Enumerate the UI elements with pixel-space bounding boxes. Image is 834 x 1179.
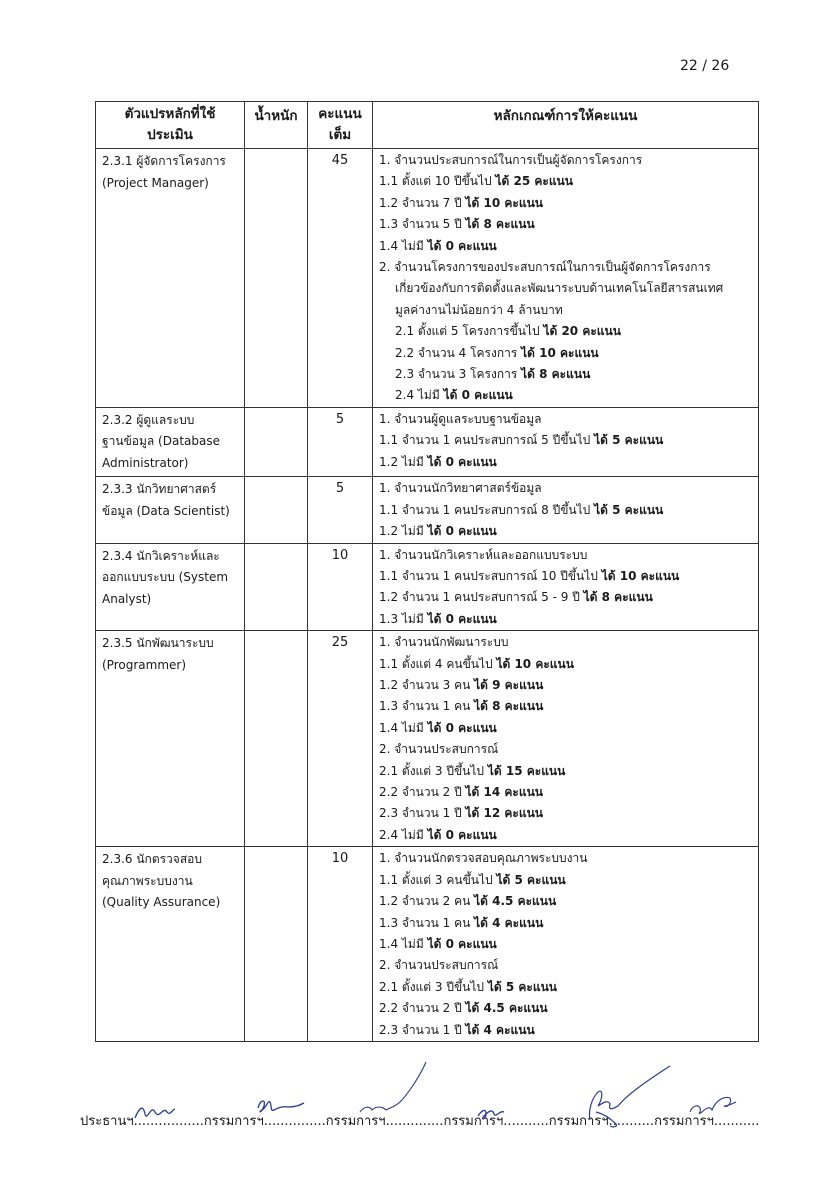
criteria-line (379, 803, 758, 824)
scoring-criteria-table (95, 101, 759, 1042)
weight-cell (245, 149, 308, 408)
criteria-text: 2.1 ตั้งแต่ 3 ปีขึ้นไป (379, 979, 488, 994)
criteria-cell (373, 847, 759, 1042)
criteria-text: 2.1 ตั้งแต่ 5 โครงการขึ้นไป (395, 324, 544, 339)
variable-line: ออกแบบระบบ (System (102, 570, 229, 585)
variable-line: 2.3.2 ผู้ดูแลระบบ (102, 412, 195, 427)
table-row (96, 407, 759, 477)
criteria-text: 1.1 ตั้งแต่ 4 คนขึ้นไป (379, 656, 497, 671)
criteria-line (379, 632, 758, 653)
criteria-line (379, 934, 758, 955)
criteria-text: 1.4 ไม่มี (379, 936, 428, 951)
criteria-line (379, 193, 758, 214)
criteria-text: 2.4 ไม่มี (395, 388, 444, 403)
criteria-line (379, 977, 758, 998)
criteria-text: 1.2 จำนวน 2 คน (379, 894, 475, 909)
variable-line: ฐานข้อมูล (Database (102, 434, 220, 449)
criteria-score: ได้ 5 คะแนน (487, 979, 557, 994)
criteria-text: 1.3 จำนวน 1 คน (379, 699, 475, 714)
criteria-line (379, 654, 758, 675)
criteria-text: 1.2 จำนวน 7 ปี (379, 195, 466, 210)
criteria-line (379, 718, 758, 739)
criteria-score: ได้ 10 คะแนน (496, 656, 574, 671)
variable-line: 2.3.5 นักพัฒนาระบบ (102, 636, 214, 651)
criteria-cell (373, 149, 759, 408)
criteria-score: ได้ 5 คะแนน (594, 502, 664, 517)
variable-line: 2.3.1 ผู้จัดการโครงการ (102, 154, 226, 168)
criteria-score: ได้ 8 คะแนน (521, 367, 591, 382)
criteria-score: ได้ 8 คะแนน (465, 217, 535, 232)
criteria-line (379, 587, 758, 608)
table-header-row (96, 102, 759, 149)
criteria-line (379, 913, 758, 934)
criteria-text: 2.1 ตั้งแต่ 3 ปีขึ้นไป (379, 763, 488, 778)
criteria-line (379, 848, 758, 869)
signature-line: ประธานฯ.................กรรมการฯ...............กรรมการฯ..............กรรมการฯ...........กรรมการฯ...........กรรมการฯ........... (80, 1114, 760, 1129)
criteria-text: 1.2 ไม่มี (379, 454, 428, 469)
criteria-score: ได้ 10 คะแนน (601, 569, 680, 583)
criteria-score: ได้ 0 คะแนน (427, 454, 497, 469)
criteria-text: 1. จำนวนนักวิเคราะห์และออกแบบระบบ (379, 547, 588, 562)
criteria-text: 1.3 จำนวน 1 คน (379, 915, 475, 930)
score-cell: 5 (308, 407, 373, 477)
criteria-text: 2.3 จำนวน 1 ปี (379, 1022, 466, 1037)
weight-cell (245, 477, 308, 543)
criteria-score: ได้ 0 คะแนน (427, 611, 497, 626)
criteria-text: 1.3 จำนวน 5 ปี (379, 217, 466, 232)
criteria-score: ได้ 12 คะแนน (465, 806, 544, 821)
criteria-line (379, 278, 758, 299)
criteria-score: ได้ 5 คะแนน (496, 872, 566, 887)
criteria-line (379, 257, 758, 278)
criteria-score: ได้ 8 คะแนน (583, 590, 653, 605)
criteria-score: ได้ 10 คะแนน (465, 195, 544, 210)
criteria-score: ได้ 8 คะแนน (474, 699, 544, 714)
criteria-score: ได้ 25 คะแนน (495, 174, 573, 189)
criteria-text: 2. จำนวนประสบการณ์ (379, 742, 499, 757)
criteria-text: เกี่ยวข้องกับการติดตั้งและพัฒนาระบบด้านเทคโนโลยีสารสนเทศ (395, 281, 724, 296)
criteria-text: 1. จำนวนนักตรวจสอบคุณภาพระบบงาน (379, 851, 588, 866)
criteria-text: 2.2 จำนวน 2 ปี (379, 1001, 466, 1016)
criteria-score: ได้ 0 คะแนน (427, 936, 497, 951)
criteria-line (379, 521, 758, 542)
criteria-line (379, 300, 758, 321)
criteria-cell (373, 543, 759, 631)
criteria-score: ได้ 20 คะแนน (543, 324, 621, 339)
criteria-line (379, 321, 758, 342)
criteria-score: ได้ 4 คะแนน (474, 915, 544, 930)
variable-cell (96, 477, 245, 543)
variable-cell (96, 631, 245, 847)
table-row (96, 847, 759, 1042)
weight-cell (245, 847, 308, 1042)
weight-cell (245, 407, 308, 477)
criteria-line (379, 566, 758, 587)
criteria-text: 1.2 จำนวน 3 คน (379, 678, 475, 693)
criteria-text: 2.2 จำนวน 4 โครงการ (395, 345, 522, 360)
variable-line: 2.3.4 นักวิเคราะห์และ (102, 548, 220, 563)
criteria-line (379, 430, 758, 451)
table-row (96, 477, 759, 543)
table-row (96, 631, 759, 847)
criteria-score: ได้ 10 คะแนน (521, 345, 599, 360)
criteria-cell (373, 477, 759, 543)
criteria-score: ได้ 4 คะแนน (465, 1022, 535, 1037)
header-criteria: หลักเกณฑ์การให้คะแนน (373, 102, 759, 149)
criteria-text: 1.2 ไม่มี (379, 524, 428, 539)
criteria-score: ได้ 0 คะแนน (427, 827, 497, 842)
criteria-line (379, 150, 758, 171)
criteria-text: 1.4 ไม่มี (379, 720, 428, 735)
criteria-text: 2.3 จำนวน 3 โครงการ (395, 367, 522, 382)
variable-line: (Project Manager) (102, 175, 209, 190)
weight-cell (245, 631, 308, 847)
criteria-line (379, 171, 758, 192)
criteria-score: ได้ 0 คะแนน (427, 524, 497, 539)
score-cell: 45 (308, 149, 373, 408)
criteria-text: 2. จำนวนโครงการของประสบการณ์ในการเป็นผู้จัดการโครงการ (379, 260, 711, 275)
variable-line: 2.3.6 นักตรวจสอบ (102, 852, 202, 867)
criteria-score: ได้ 9 คะแนน (474, 678, 544, 693)
criteria-text: 1.1 จำนวน 1 คนประสบการณ์ 8 ปีขึ้นไป (379, 502, 595, 517)
criteria-line (379, 409, 758, 430)
criteria-text: 1.1 จำนวน 1 คนประสบการณ์ 5 ปีขึ้นไป (379, 433, 595, 448)
weight-cell (245, 543, 308, 631)
criteria-text: 1. จำนวนนักวิทยาศาสตร์ข้อมูล (379, 481, 542, 496)
criteria-line (379, 343, 758, 364)
variable-line: ข้อมูล (Data Scientist) (102, 503, 230, 518)
criteria-score: ได้ 15 คะแนน (487, 763, 566, 778)
criteria-text: 1. จำนวนผู้ดูแลระบบฐานข้อมูล (379, 411, 542, 426)
score-cell: 10 (308, 847, 373, 1042)
criteria-line (379, 236, 758, 257)
criteria-text: 1. จำนวนนักพัฒนาระบบ (379, 635, 509, 650)
variable-line: 2.3.3 นักวิทยาศาสตร์ (102, 482, 217, 497)
page-number: 22 / 26 (680, 58, 730, 74)
criteria-score: ได้ 4.5 คะแนน (465, 1001, 548, 1016)
criteria-score: ได้ 4.5 คะแนน (474, 894, 557, 909)
variable-line: Administrator) (102, 455, 189, 470)
criteria-score: ได้ 14 คะแนน (465, 785, 544, 800)
table-row (96, 149, 759, 408)
variable-line: (Quality Assurance) (102, 895, 221, 910)
header-weight: น้ำหนัก (245, 102, 308, 149)
variable-line: (Programmer) (102, 657, 186, 672)
criteria-text: 1. จำนวนประสบการณ์ในการเป็นผู้จัดการโครงการ (379, 153, 643, 167)
criteria-line (379, 782, 758, 803)
criteria-line (379, 761, 758, 782)
variable-cell (96, 149, 245, 408)
criteria-cell (373, 631, 759, 847)
score-cell: 25 (308, 631, 373, 847)
criteria-line (379, 214, 758, 235)
variable-line: คุณภาพระบบงาน (102, 873, 193, 888)
criteria-text: 2.2 จำนวน 2 ปี (379, 785, 466, 800)
criteria-line (379, 891, 758, 912)
criteria-line (379, 870, 758, 891)
criteria-score: ได้ 0 คะแนน (443, 388, 513, 403)
criteria-score: ได้ 0 คะแนน (427, 238, 497, 253)
score-cell: 5 (308, 477, 373, 543)
criteria-cell (373, 407, 759, 477)
criteria-text: 2.4 ไม่มี (379, 827, 428, 842)
criteria-line (379, 1020, 758, 1041)
criteria-score: ได้ 5 คะแนน (594, 433, 664, 448)
criteria-text: 1.2 จำนวน 1 คนประสบการณ์ 5 - 9 ปี (379, 590, 584, 605)
criteria-score: ได้ 0 คะแนน (427, 720, 497, 735)
variable-cell (96, 847, 245, 1042)
header-variable: ตัวแปรหลักที่ใช้ประเมิน (96, 102, 245, 149)
table-row (96, 543, 759, 631)
criteria-text: 1.3 ไม่มี (379, 611, 428, 626)
header-score: คะแนนเต็ม (308, 102, 373, 149)
criteria-line (379, 545, 758, 566)
criteria-line (379, 739, 758, 760)
variable-line: Analyst) (102, 591, 152, 606)
criteria-line (379, 998, 758, 1019)
signature-member-2 (360, 1062, 426, 1112)
criteria-line (379, 609, 758, 630)
criteria-line (379, 478, 758, 499)
criteria-text: 1.1 จำนวน 1 คนประสบการณ์ 10 ปีขึ้นไป (379, 569, 602, 583)
criteria-text: 2.3 จำนวน 1 ปี (379, 806, 466, 821)
criteria-text: 1.4 ไม่มี (379, 238, 428, 253)
criteria-line (379, 452, 758, 473)
criteria-text: 1.1 ตั้งแต่ 10 ปีขึ้นไป (379, 174, 496, 189)
criteria-text: 1.1 ตั้งแต่ 3 คนขึ้นไป (379, 872, 497, 887)
criteria-text: มูลค่างานไม่น้อยกว่า 4 ล้านบาท (395, 302, 563, 317)
criteria-line (379, 364, 758, 385)
criteria-line (379, 955, 758, 976)
score-cell: 10 (308, 543, 373, 631)
variable-cell (96, 543, 245, 631)
criteria-line (379, 675, 758, 696)
criteria-line (379, 696, 758, 717)
criteria-line (379, 385, 758, 406)
criteria-line (379, 825, 758, 846)
criteria-text: 2. จำนวนประสบการณ์ (379, 958, 499, 973)
criteria-line (379, 500, 758, 521)
variable-cell (96, 407, 245, 477)
